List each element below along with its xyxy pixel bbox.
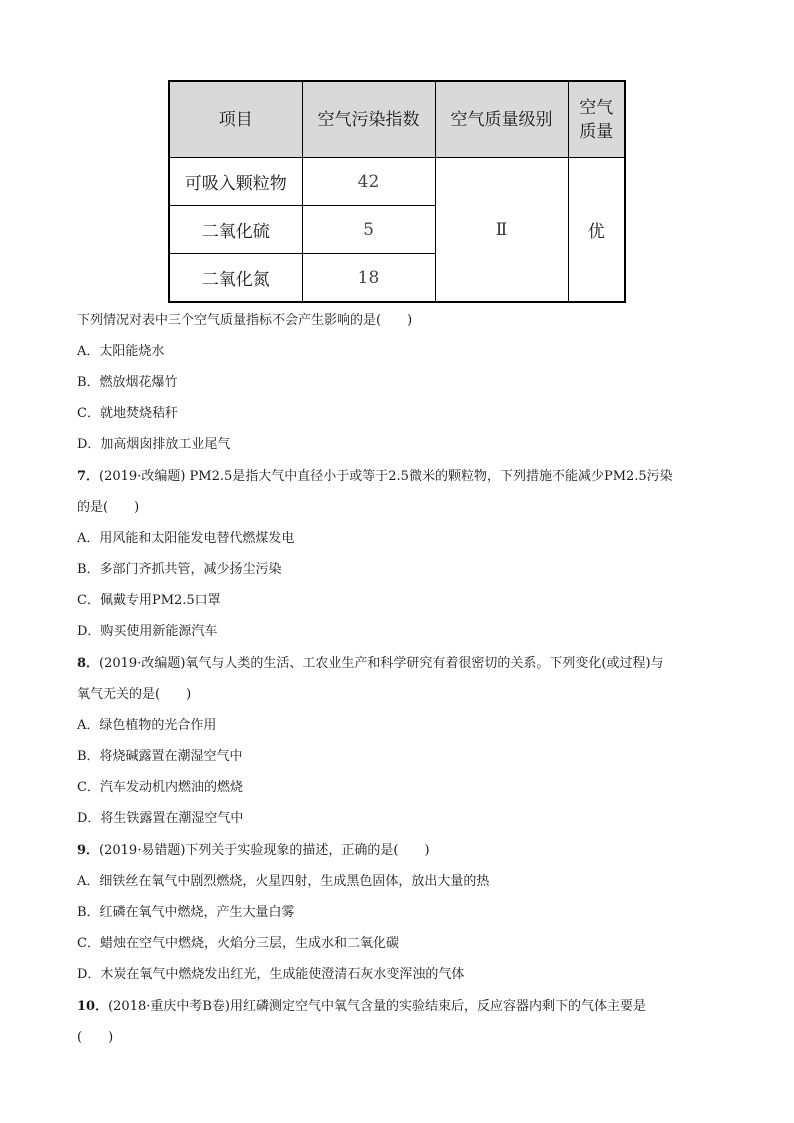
- row-index: 5: [302, 206, 435, 254]
- quality-level-cell: Ⅱ: [435, 158, 568, 303]
- q8-stem-line2: 氧气无关的是( ): [77, 687, 192, 702]
- q7-option-c: C．佩戴专用PM2.5口罩: [77, 593, 221, 608]
- table-row: [169, 158, 625, 206]
- row-index: 42: [302, 158, 435, 206]
- q8-number: 8．: [77, 656, 100, 671]
- q8-option-d: D．将生铁露置在潮湿空气中: [77, 811, 244, 826]
- q9-option-a: A．细铁丝在氧气中剧烈燃烧，火星四射，生成黑色固体，放出大量的热: [77, 874, 490, 889]
- table-header-row: [169, 81, 625, 158]
- q6-stem: 下列情况对表中三个空气质量指标不会产生影响的是( ): [77, 313, 413, 328]
- q6-option-c: C．就地焚烧秸秆: [77, 406, 178, 421]
- q8-stem-line1: [77, 655, 664, 673]
- q7-stem-text: (2019·改编题) PM2.5是指大气中直径小于或等于2.5微米的颗粒物，下列措施不能减少PM2.5污染: [99, 469, 673, 484]
- air-quality-cell: 优: [568, 158, 625, 303]
- q8-option-c: C．汽车发动机内燃油的燃烧: [77, 780, 243, 795]
- q9-option-b: B．红磷在氧气中燃烧，产生大量白雾: [77, 905, 295, 920]
- row-item: 可吸入颗粒物: [169, 158, 302, 206]
- header-air-quality-line1: 空气: [579, 97, 614, 118]
- q9-option-c: C．蜡烛在空气中燃烧，火焰分三层，生成水和二氧化碳: [77, 936, 399, 951]
- header-item: 项目: [169, 81, 302, 158]
- q6-option-b: B．燃放烟花爆竹: [77, 375, 178, 390]
- q7-number: 7．: [77, 469, 100, 484]
- q7-stem-line2: 的是( ): [77, 500, 140, 515]
- header-pollution-index: 空气污染指数: [302, 81, 435, 158]
- air-quality-table: [168, 80, 626, 303]
- q8-option-b: B．将烧碱露置在潮湿空气中: [77, 749, 243, 764]
- q9-number: 9．: [77, 843, 100, 858]
- q7-option-d: D．购买使用新能源汽车: [77, 624, 218, 639]
- q9-option-d: D．木炭在氧气中燃烧发出红光，生成能使澄清石灰水变浑浊的气体: [77, 967, 465, 982]
- q8-stem-text: (2019·改编题)氧气与人类的生活、工农业生产和科学研究有着很密切的关系。下列变化(或过程)与: [99, 656, 664, 671]
- q10-number: 10．: [77, 999, 109, 1014]
- q10-stem-line2: ( ): [77, 1030, 114, 1045]
- q6-option-a: A．太阳能烧水: [77, 344, 165, 359]
- q7-stem-line1: [77, 468, 673, 486]
- q9-stem-line1: [77, 842, 430, 860]
- q9-stem-text: (2019·易错题)下列关于实验现象的描述，正确的是( ): [99, 843, 430, 858]
- q10-stem-line1: [77, 998, 646, 1016]
- q6-option-d: D．加高烟囱排放工业尾气: [77, 437, 231, 452]
- row-item: 二氧化硫: [169, 206, 302, 254]
- header-air-quality: [568, 81, 625, 158]
- header-quality-level: 空气质量级别: [435, 81, 568, 158]
- header-air-quality-line2: 质量: [579, 121, 614, 142]
- q8-option-a: A．绿色植物的光合作用: [77, 718, 217, 733]
- row-item: 二氧化氮: [169, 254, 302, 303]
- q10-stem-text: (2018·重庆中考B卷)用红磷测定空气中氧气含量的实验结束后，反应容器内剩下的气体主要是: [108, 999, 647, 1014]
- row-index: 18: [302, 254, 435, 303]
- q7-option-b: B．多部门齐抓共管，减少扬尘污染: [77, 562, 282, 577]
- q7-option-a: A．用风能和太阳能发电替代燃煤发电: [77, 531, 295, 546]
